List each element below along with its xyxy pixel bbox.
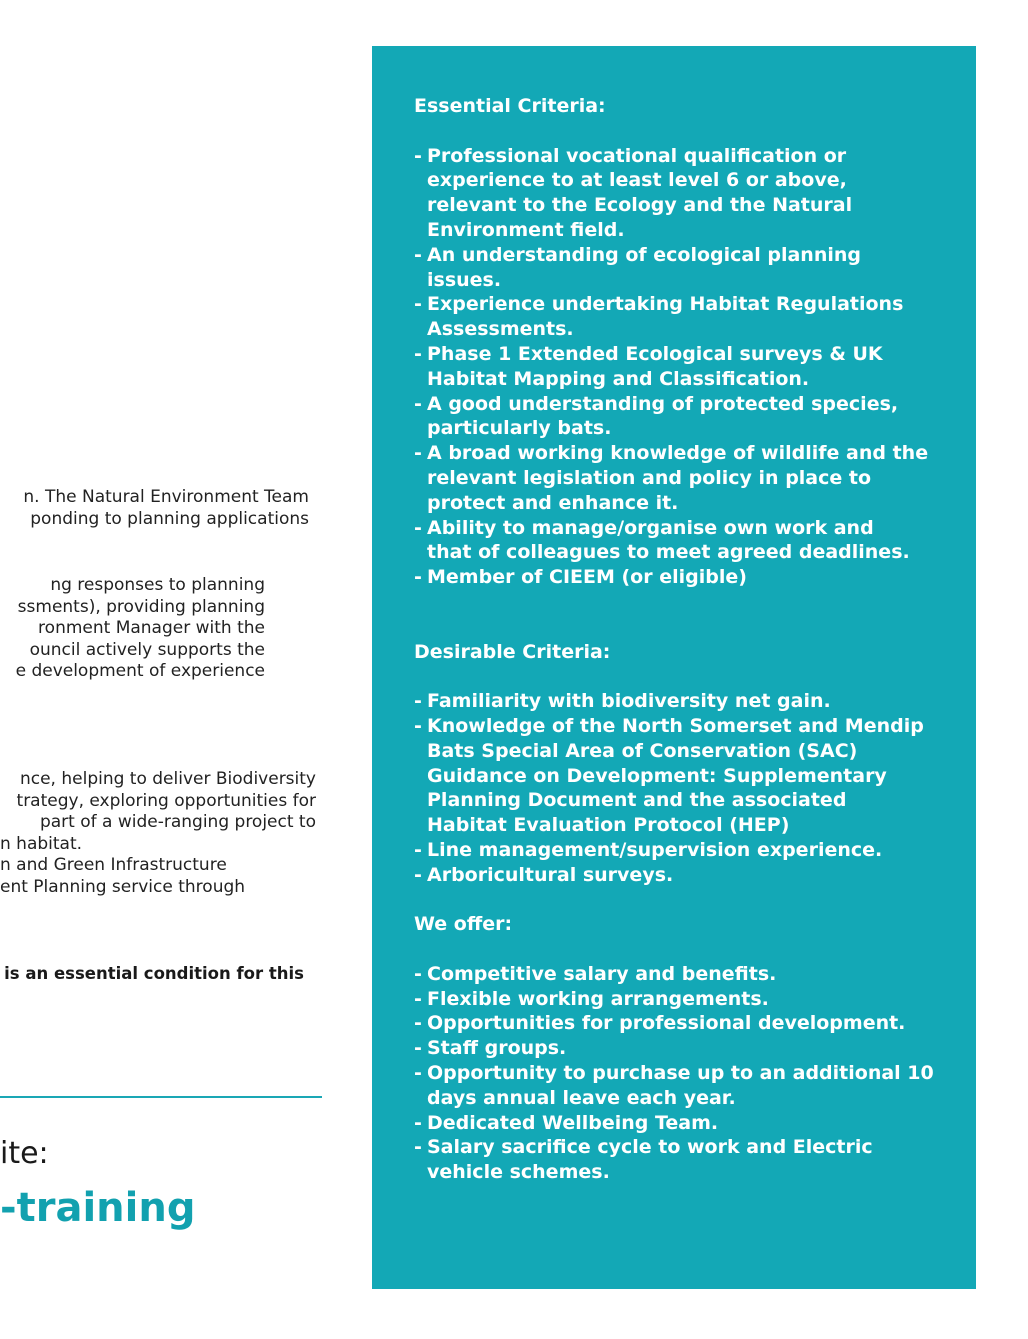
- essential-criteria-item: [414, 441, 954, 515]
- list-bullet-dash: -: [414, 1136, 422, 1159]
- list-bullet-dash: -: [414, 1062, 422, 1085]
- list-item-line: vehicle schemes.: [427, 1161, 610, 1184]
- website-label: ite:: [0, 1136, 49, 1171]
- list-bullet-dash: -: [414, 987, 422, 1010]
- list-bullet-dash: -: [414, 293, 422, 316]
- we-offer-item: [414, 962, 954, 987]
- list-bullet-dash: -: [414, 962, 422, 985]
- job-description-paragraph-1: [0, 487, 309, 530]
- list-item-line: particularly bats.: [427, 417, 612, 440]
- desirable-criteria-list: [414, 689, 954, 887]
- paragraph-line: part of a wide-ranging project to: [39, 812, 316, 832]
- paragraph-line: ent Planning service through: [0, 876, 246, 897]
- desirable-criteria-item: [414, 714, 954, 838]
- list-bullet-dash: -: [414, 342, 422, 365]
- list-item-line: Arboricultural surveys.: [427, 863, 674, 886]
- list-bullet-dash: -: [414, 243, 422, 266]
- list-item-line: Salary sacrifice cycle to work and Electric: [427, 1136, 873, 1159]
- list-item-line: Line management/supervision experience.: [427, 838, 883, 861]
- paragraph-line: nce, helping to deliver Biodiversity: [19, 769, 316, 789]
- list-item-line: days annual leave each year.: [427, 1086, 736, 1109]
- list-bullet-dash: -: [414, 1012, 422, 1035]
- desirable-criteria-item: [414, 863, 954, 888]
- paragraph-line: n and Green Infrastructure: [0, 855, 227, 875]
- paragraph-line: ronment Manager with the: [38, 618, 265, 638]
- list-item-line: Guidance on Development: Supplementary: [427, 764, 887, 787]
- list-bullet-dash: -: [414, 144, 422, 167]
- list-bullet-dash: -: [414, 690, 422, 713]
- section-divider: [0, 1096, 322, 1098]
- paragraph-line: ouncil actively supports the: [29, 639, 265, 660]
- list-bullet-dash: -: [414, 442, 422, 465]
- list-item-line: that of colleagues to meet agreed deadlines.: [427, 541, 910, 564]
- left-column: [0, 0, 340, 1339]
- list-bullet-dash: -: [414, 838, 422, 861]
- we-offer-item: [414, 1011, 954, 1036]
- list-item-line: Dedicated Wellbeing Team.: [427, 1111, 719, 1134]
- we-offer-item: [414, 1111, 954, 1136]
- list-item-line: Staff groups.: [427, 1037, 567, 1060]
- we-offer-item: [414, 1036, 954, 1061]
- list-item-line: issues.: [427, 268, 502, 291]
- list-bullet-dash: -: [414, 566, 422, 589]
- list-item-line: Opportunities for professional development.: [427, 1012, 906, 1035]
- paragraph-line: trategy, exploring opportunities for: [16, 790, 316, 811]
- we-offer-item: [414, 1061, 954, 1111]
- list-item-line: relevant to the Ecology and the Natural: [427, 194, 853, 217]
- essential-criteria-item: [414, 392, 954, 442]
- essential-criteria-heading: Essential Criteria:: [414, 95, 606, 117]
- paragraph-line: e development of experience: [15, 661, 265, 681]
- website-url-link[interactable]: -training: [0, 1185, 196, 1231]
- list-item-line: Bats Special Area of Conservation (SAC): [427, 739, 858, 762]
- list-item-line: Familiarity with biodiversity net gain.: [427, 690, 831, 713]
- we-offer-heading: We offer:: [414, 913, 513, 936]
- job-description-paragraph-2: [0, 575, 265, 683]
- paragraph-line: ssments), providing planning: [17, 596, 265, 617]
- desirable-criteria-item: [414, 689, 954, 714]
- list-item-line: Assessments.: [427, 318, 574, 341]
- list-item-line: experience to at least level 6 or above,: [427, 169, 847, 192]
- we-offer-list: [414, 962, 954, 1185]
- list-item-line: Opportunity to purchase up to an additional 10: [427, 1062, 934, 1085]
- list-item-line: Habitat Mapping and Classification.: [427, 367, 810, 390]
- list-item-line: relevant legislation and policy in place to: [427, 466, 872, 489]
- we-offer-item: [414, 1135, 954, 1185]
- essential-criteria-item: [414, 292, 954, 342]
- criteria-panel: [372, 46, 976, 1289]
- essential-criteria-item: [414, 243, 954, 293]
- list-item-line: protect and enhance it.: [427, 491, 679, 514]
- paragraph-line: ng responses to planning: [50, 575, 265, 595]
- list-item-line: Professional vocational qualification or: [427, 144, 847, 167]
- list-item-line: Ability to manage/organise own work and: [427, 516, 874, 539]
- list-item-line: Planning Document and the associated: [427, 789, 847, 812]
- job-description-paragraph-3: [0, 769, 316, 898]
- list-bullet-dash: -: [414, 1111, 422, 1134]
- essential-criteria-item: [414, 144, 954, 243]
- essential-criteria-list: [414, 144, 954, 590]
- list-item-line: Competitive salary and benefits.: [427, 962, 777, 985]
- list-bullet-dash: -: [414, 516, 422, 539]
- list-item-line: Member of CIEEM (or eligible): [427, 566, 747, 589]
- list-bullet-dash: -: [414, 392, 422, 415]
- list-item-line: A good understanding of protected species,: [427, 392, 899, 415]
- list-bullet-dash: -: [414, 714, 422, 737]
- essential-criteria-item: [414, 342, 954, 392]
- paragraph-line: ponding to planning applications: [30, 508, 309, 529]
- essential-criteria-item: [414, 516, 954, 566]
- paragraph-line: n habitat.: [0, 833, 83, 854]
- desirable-criteria-heading: Desirable Criteria:: [414, 640, 611, 663]
- list-item-line: Flexible working arrangements.: [427, 987, 769, 1010]
- desirable-criteria-item: [414, 838, 954, 863]
- list-item-line: A broad working knowledge of wildlife and the: [427, 442, 929, 465]
- list-item-line: Phase 1 Extended Ecological surveys & UK: [427, 342, 883, 365]
- essential-condition-note: is an essential condition for this: [4, 964, 304, 983]
- paragraph-line: n. The Natural Environment Team: [23, 487, 309, 507]
- criteria-panel-content: [414, 94, 954, 1185]
- list-item-line: An understanding of ecological planning: [427, 243, 862, 266]
- list-bullet-dash: -: [414, 1037, 422, 1060]
- we-offer-item: [414, 987, 954, 1012]
- list-bullet-dash: -: [414, 863, 422, 886]
- list-item-line: Knowledge of the North Somerset and Mendip: [427, 714, 924, 737]
- essential-criteria-item: [414, 565, 954, 590]
- list-item-line: Environment field.: [427, 218, 625, 241]
- list-item-line: Experience undertaking Habitat Regulations: [427, 293, 904, 316]
- list-item-line: Habitat Evaluation Protocol (HEP): [427, 814, 790, 837]
